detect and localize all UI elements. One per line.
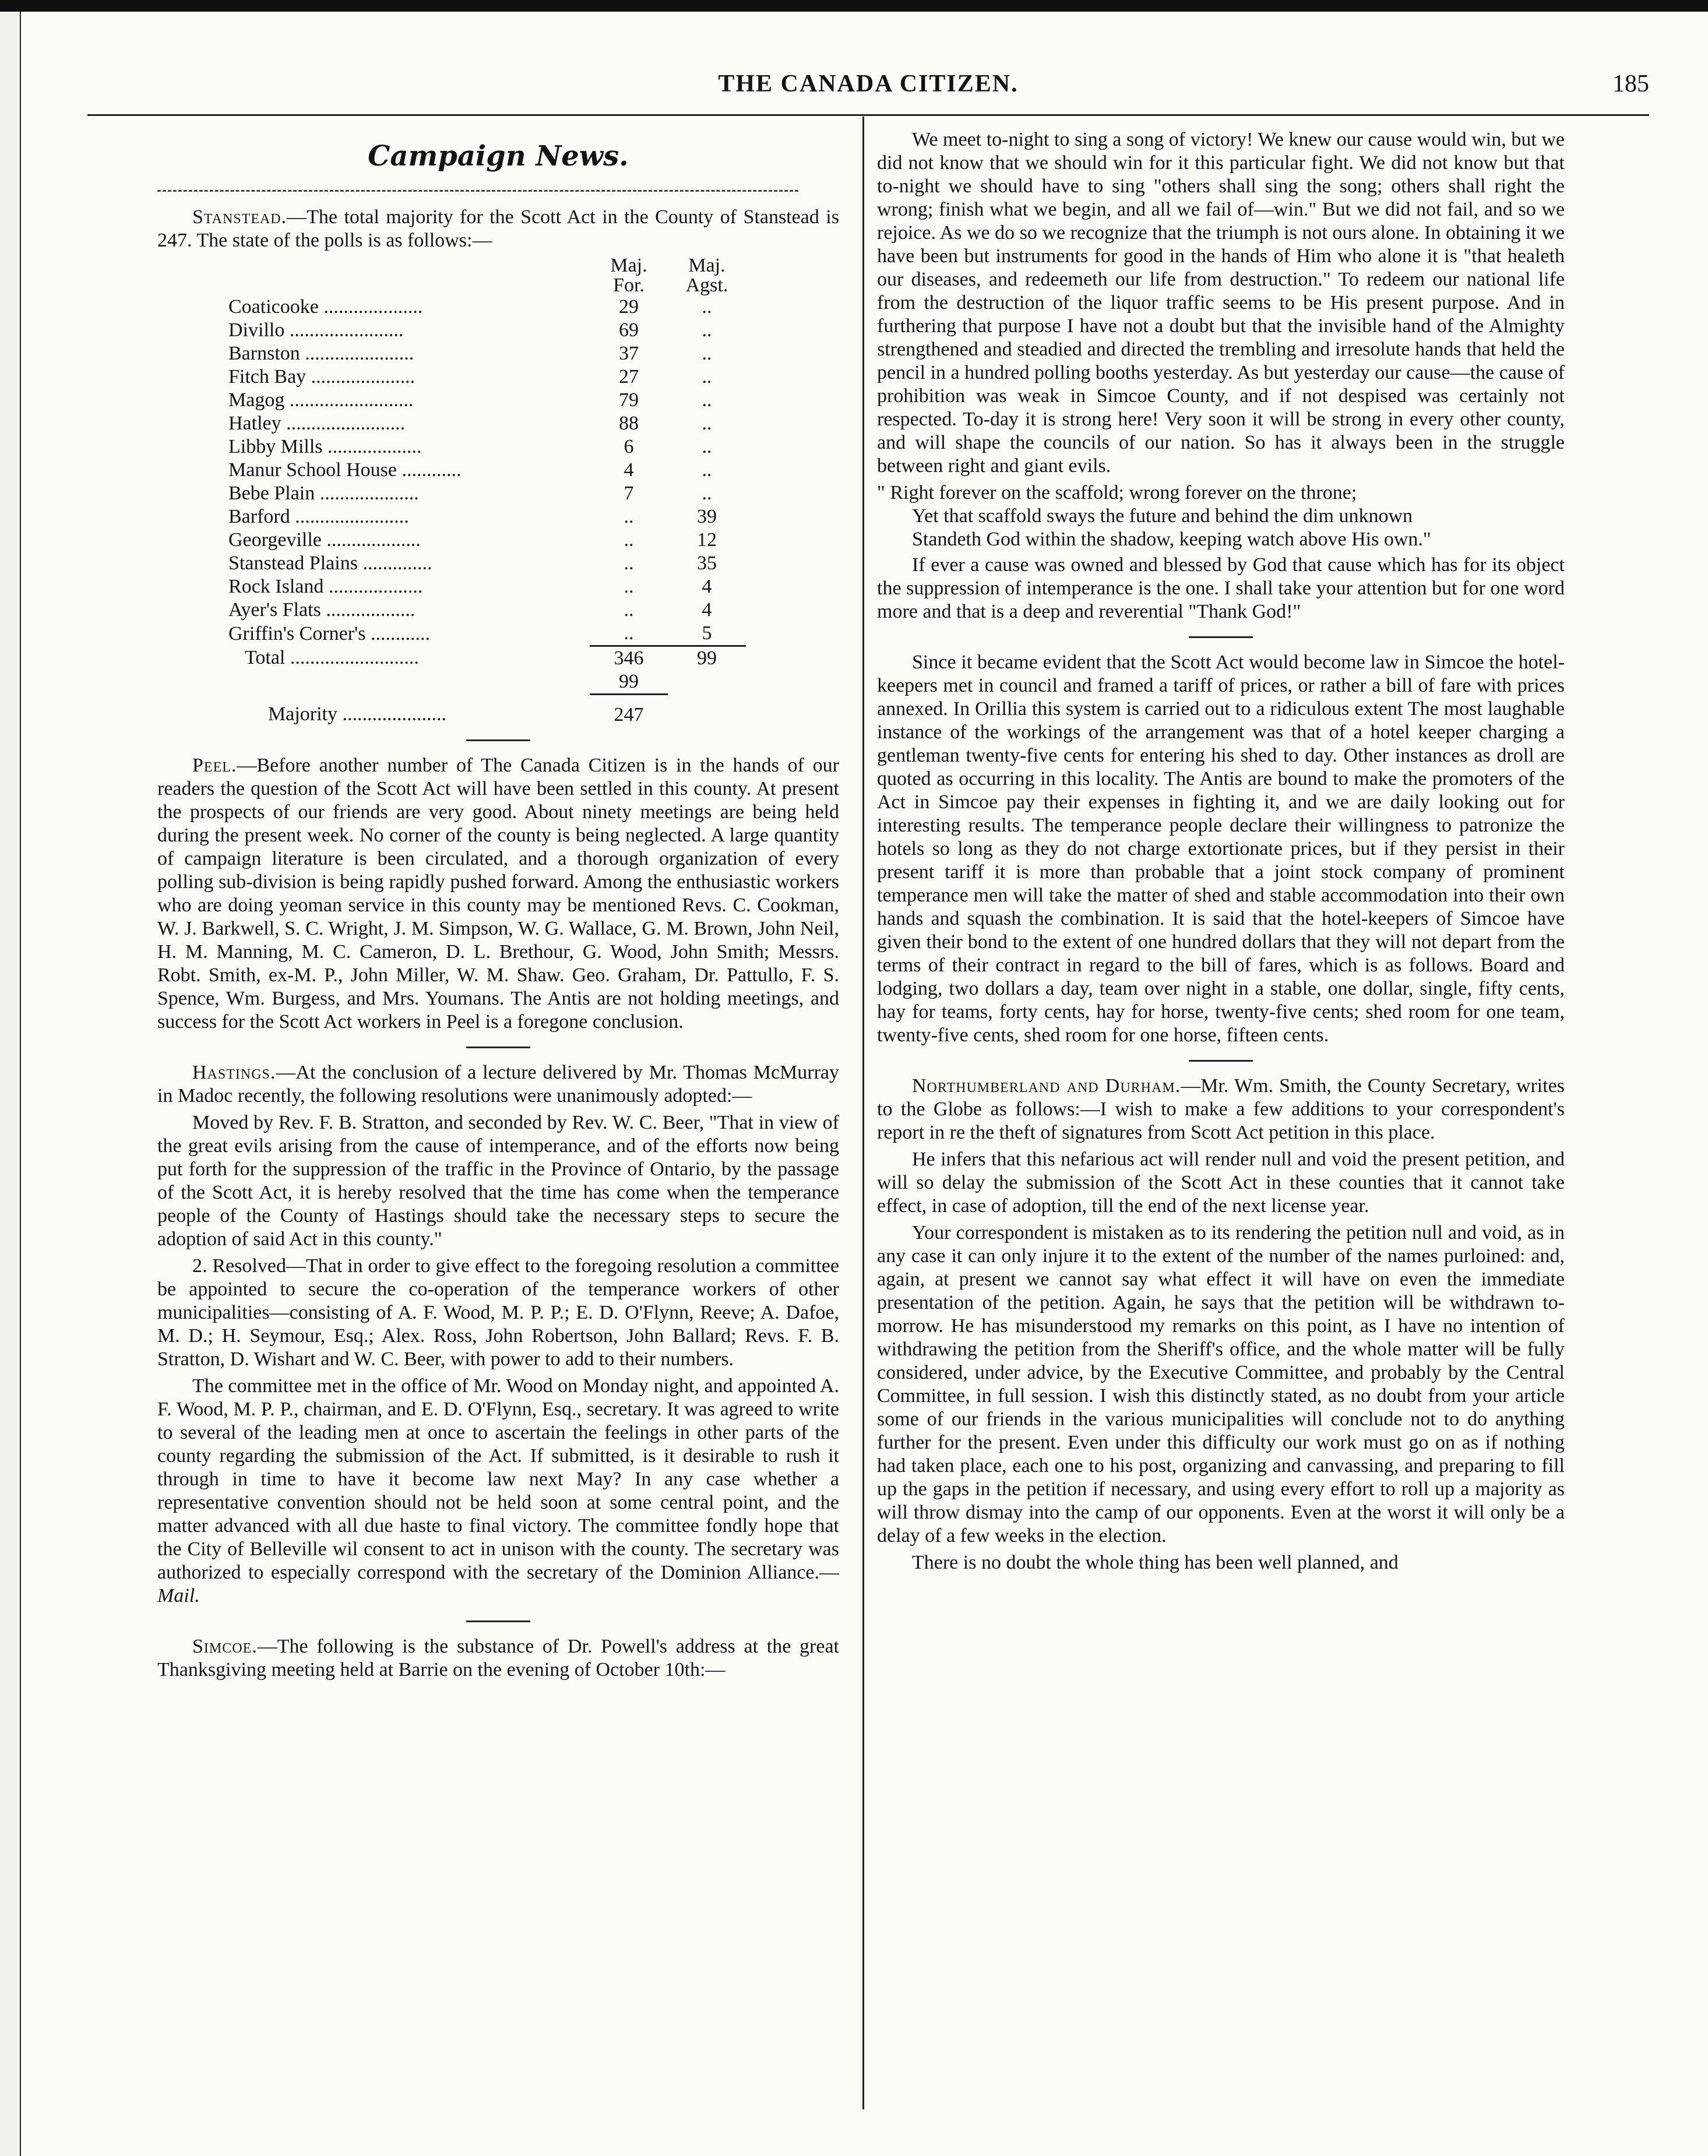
poll-row — [221, 552, 746, 575]
poll-row — [221, 575, 746, 598]
poll-majority-for: 7 — [624, 482, 634, 504]
simcoe-paragraph — [157, 1635, 839, 1682]
poll-row — [221, 319, 746, 342]
poll-majority-against: 12 — [697, 529, 717, 551]
poll-name: Libby Mills ................... — [228, 436, 422, 457]
poll-majority-against: 35 — [697, 552, 717, 574]
header-rule — [87, 114, 1649, 116]
poll-row — [221, 365, 746, 389]
poll-majority-for: 27 — [619, 366, 639, 387]
poll-row — [221, 435, 746, 459]
poll-name: Stanstead Plains .............. — [228, 552, 432, 574]
northumberland-p2: He infers that this nefarious act will render null and void the present petition, and will so delay the submission of the Scott Act in these counties that it cannot take effect, in case of adoption, till the end of the next license year. — [877, 1149, 1565, 1217]
northumberland-paragraph — [877, 1075, 1565, 1144]
poll-row — [221, 295, 746, 319]
poll-row — [221, 598, 746, 622]
poll-majority-against: .. — [702, 413, 712, 434]
poll-majority-for: 6 — [624, 436, 634, 457]
poll-majority-against: .. — [702, 436, 712, 457]
poll-name: Barford ....................... — [228, 506, 409, 527]
northumberland-lead: Northumberland and Durham. — [912, 1075, 1181, 1097]
poll-majority-against: .. — [702, 389, 712, 411]
hastings-lead: Hastings. — [192, 1062, 276, 1083]
left-column — [157, 128, 839, 1685]
polls-total-row — [221, 646, 746, 671]
poll-majority-for: .. — [624, 552, 634, 574]
divider-rule — [466, 1620, 530, 1622]
simcoe-lead: Simcoe. — [192, 1636, 258, 1657]
divider-rule — [1189, 636, 1253, 638]
stanstead-lead: Stanstead. — [192, 206, 287, 228]
poll-majority-for: 88 — [619, 413, 639, 434]
poem-quote — [877, 481, 1565, 551]
poll-majority-against: .. — [702, 482, 712, 504]
stanstead-intro-text: —The total majority for the Scott Act in the County of Stanstead is 247. The state of the polls is as follows:— — [157, 206, 839, 251]
hastings-paragraph — [157, 1061, 839, 1108]
poll-majority-for: .. — [624, 622, 634, 644]
poll-majority-for: 69 — [619, 319, 639, 341]
polls-table — [221, 256, 746, 727]
peel-text: —Before another number of The Canada Citizen is in the hands of our readers the question of the Scott Act will have been settled in this county. At present the prospects of our friends are very good. About ninety meetings are being held during the present week. No corner of the county is being neglected. A large quantity of campaign literature is been circulated, and a thorough organization of every polling sub-division is being rapidly pushed forward. Among the enthusiastic workers who are doing yeoman service in this county may be mentioned Revs. C. Cookman, W. J. Barkwell, S. C. Wright, J. M. Simpson, W. G. Wallace, G. M. Brown, John Neil, H. M. Manning, M. C. Cameron, D. L. Brethour, G. Wood, John Smith; Messrs. Robt. Smith, ex-M. P., John Miller, W. M. Shaw. Geo. Graham, Dr. Pattullo, F. S. Spence, Wm. Burgess, and Mrs. Youmans. The Antis are not holding meetings, and success for the Scott Act workers in Peel is a foregone conclusion. — [157, 755, 839, 1033]
poll-name: Coaticooke .................... — [228, 296, 423, 318]
poll-row — [221, 482, 746, 505]
poll-row — [221, 505, 746, 529]
peel-lead: Peel. — [192, 755, 237, 776]
total-agst: 99 — [668, 646, 746, 671]
poll-majority-for: 4 — [624, 459, 634, 481]
northumberland-text: —Mr. Wm. Smith, the County Secretary, writes to the Globe as follows:—I wish to make a few additions to your correspondent's report in re the theft of signatures from Scott Act petition in this place. — [877, 1075, 1565, 1143]
hotel-tariff-paragraph: Since it became evident that the Scott Act would become law in Simcoe the hotel-keepers met in council and framed a tariff of prices, or rather a bill of fare with prices annexed. In Orillia this system is carried out to a ridiculous extent The most laughable instance of the workings of the arrangement was that of a hotel keeper charging a gentleman twenty-five cents for entering his shed to day. Other instances as droll are quoted as occurring in this locality. The Antis are bound to make the promoters of the Act in Simcoe pay their expenses in fighting it, and we are daily looking out for interesting results. The temperance people declare their willingness to patronize the hotels so long as they do not charge extortionate prices, but if they persist in their present tariff it is more than probable that a joint stock company of prominent temperance men will take the matter of shed and stable accommodation into their own hands and squash the combination. It is said that the hotel-keepers of Simcoe have given their bond to the extent of one hundred dollars that they will not depart from the terms of their contract in regard to the bill of fares, which is as follows. Board and lodging, two dollars a day, team over night in a stable, one dollar, single, fifty cents, hay for teams, forty cents, hay for horse, twenty-five cents; shed room for one team, twenty-five cents, shed room for one horse, fifteen cents. — [877, 651, 1565, 1046]
divider-rule — [466, 1047, 530, 1048]
poll-row — [221, 342, 746, 365]
poll-majority-for: 37 — [619, 343, 639, 364]
publication-title: THE CANADA CITIZEN. — [718, 71, 1019, 97]
polls-header-row — [221, 256, 746, 295]
poll-name: Ayer's Flats .................. — [228, 599, 415, 621]
poll-majority-against: .. — [702, 296, 712, 318]
top-edge-bar — [0, 0, 1708, 12]
simcoe-text: —The following is the substance of Dr. Powell's address at the great Thanksgiving meeting held at Barrie on the evening of October 10th:— — [157, 1636, 839, 1681]
page-number: 185 — [1612, 71, 1649, 97]
poll-majority-against: 39 — [697, 506, 717, 527]
poll-majority-against: 5 — [702, 622, 712, 644]
hastings-resolution: 2. Resolved—That in order to give effect to the foregoing resolution a committee be appointed to secure the co-operation of the temperance workers of other municipalities—consisting of A. F. Wood, M. P. P.; E. D. O'Flynn, Reeve; A. Dafoe, M. D.; H. Seymour, Esq.; Alex. Ross, John Robertson, John Ballard; Revs. F. B. Stratton, D. Wishart and W. C. Beer, with power to add to their numbers. — [157, 1255, 839, 1370]
poll-majority-against: .. — [702, 366, 712, 387]
poll-majority-against: 4 — [702, 576, 712, 597]
poll-majority-against: .. — [702, 459, 712, 481]
northumberland-p4: There is no doubt the whole thing has been well planned, and — [912, 1552, 1399, 1573]
poll-name: Rock Island ................... — [228, 576, 423, 597]
page-binding-edge — [0, 12, 21, 2156]
majority-label: Majority ..................... — [268, 703, 446, 725]
polls-header-agst: Maj. Agst. — [685, 255, 728, 296]
poll-row — [221, 529, 746, 552]
hastings-source: Mail. — [157, 1585, 200, 1607]
address-paragraph: We meet to-night to sing a song of victory! We knew our cause would win, but we did not know that we should win for it this particular fight. We did not know but that to-night we should have to sing "others shall sing the song; others shall right the wrong; finish what we begin, and all we fail of—win." But we did not fail, and so we rejoice. As we do so we recognize that the triumph is not ours alone. In obtaining it we have been but instruments for good in the hands of Him who alone it is "that healeth our diseases, and redeemeth our life from destruction." To redeem our national life from the destruction of the liquor traffic seems to be His present purpose. And in furthering that purpose I have not a doubt but that the invisible hand of the Almighty strengthened and steadied and directed the trembling and irresolute hands that held the pencil in a hundred polling booths yesterday. As but yesterday our cause—the cause of prohibition was weak in Simcoe County, and if not despised was certainly not respected. To-day it is strong here! Very soon it will be strong in every other county, and will shape the councils of our nation. So has it always been in the struggle between right and giant evils. — [877, 129, 1565, 477]
poll-name: Hatley ........................ — [228, 413, 406, 434]
poll-row — [221, 412, 746, 435]
northumberland-p3: Your correspondent is mistaken as to its rendering the petition null and void, as in any case it can only injure it to the extent of the number of the names purloined: and, again, at present we cannot say what effect it will have on even the immediate presentation of the petition. Again, he says that the petition will be withdrawn to-morrow. He has misunderstood my remarks on this point, as I have no intention of withdrawing the petition from the Sheriff's office, and the whole matter will be fully considered, under advice, by the Executive Committee, and probably by the Central Committee, in full session. I wish this distinctly stated, as no doubt from your article some of our friends in the various municipalities will conclude not to do anything further for the present. Even under this difficulty our work must go on as if nothing had taken place, each one to his post, organizing and canvassing, and preparing to fill up the gaps in the petition if necessary, and using every effort to roll up a majority as will throw dismay into the camp of our opponents. Even at the worst it will only be a delay of a few weeks in the election. — [877, 1222, 1565, 1546]
poll-name: Bebe Plain .................... — [228, 482, 419, 504]
hastings-committee-text: The committee met in the office of Mr. Wood on Monday night, and appointed A. F. Wood, M. P. P., chairman, and E. D. O'Flynn, Esq., secretary. It was agreed to write to several of the leading men at once to ascertain the feelings in other parts of the county regarding the submission of the Act. If submitted, is it desirable to rush it through in time to have it become law next May? In any case whether a representative convention should not be held soon at some central point, and the matter advanced with all due haste to final victory. The committee fondly hope that the City of Belleville wil consent to act in unison with the county. The secretary was authorized to especially correspond with the secretary of the Dominion Alliance.— — [157, 1375, 839, 1583]
address-closing: If ever a cause was owned and blessed by God that cause which has for its object the suppression of intemperance is the one. I shall take your attention but for one word more and that is a deep and reverential "Thank God!" — [877, 554, 1565, 622]
majority-value: 247 — [590, 695, 668, 727]
poll-name: Divillo ....................... — [228, 319, 404, 341]
poem-line-3: Standeth God within the shadow, keeping watch above His own." — [912, 529, 1431, 550]
hastings-motion: Moved by Rev. F. B. Stratton, and seconded by Rev. W. C. Beer, "That in view of the great evils arising from the cause of intemperance, and of the efforts now being put forth for the suppression of the traffic in the Province of Ontario, by the passage of the Scott Act, it is hereby resolved that the time has come when the temperance people of the County of Hastings should take the necessary steps to secure the adoption of said Act in this county." — [157, 1112, 839, 1250]
divider-rule — [466, 739, 530, 741]
poll-majority-against: .. — [702, 319, 712, 341]
poll-row — [221, 459, 746, 482]
total-subtract: 99 — [619, 671, 639, 692]
peel-paragraph — [157, 754, 839, 1034]
polls-majority-row — [221, 695, 746, 727]
column-divider — [862, 117, 864, 2109]
poll-majority-against: .. — [702, 343, 712, 364]
title-rule — [157, 190, 798, 193]
poll-name: Griffin's Corner's ............ — [228, 622, 430, 644]
total-for: 346 — [590, 646, 668, 671]
poll-name: Georgeville ................... — [228, 529, 421, 551]
poll-majority-for: .. — [624, 576, 634, 597]
poll-row — [221, 389, 746, 412]
poll-majority-for: 29 — [619, 296, 639, 318]
section-title: Campaign News. — [368, 140, 629, 172]
poll-name: Fitch Bay ..................... — [228, 366, 415, 387]
poll-name: Manur School House ............ — [228, 459, 462, 481]
total-label: Total .......................... — [245, 647, 419, 669]
poll-majority-against: 4 — [702, 599, 712, 621]
poll-majority-for: .. — [624, 529, 634, 551]
poll-majority-for: 79 — [619, 389, 639, 411]
poem-line-1: " Right forever on the scaffold; wrong forever on the throne; — [877, 482, 1357, 503]
poll-majority-for: .. — [624, 599, 634, 621]
polls-header-name — [221, 256, 590, 295]
stanstead-intro — [157, 206, 839, 252]
right-column — [877, 128, 1565, 1578]
polls-subtract-row — [221, 670, 746, 695]
poll-majority-for: .. — [624, 506, 634, 527]
polls-header-for: Maj. For. — [610, 255, 647, 296]
poll-name: Barnston ...................... — [228, 343, 414, 364]
poll-name: Magog ......................... — [228, 389, 414, 411]
poem-line-2: Yet that scaffold sways the future and behind the dim unknown — [912, 505, 1413, 527]
hastings-text: —At the conclusion of a lecture delivered by Mr. Thomas McMurray in Madoc recently, the following resolutions were unanimously adopted:— — [157, 1062, 839, 1107]
divider-rule — [1189, 1060, 1253, 1062]
page-header — [87, 70, 1649, 111]
polls-rows — [221, 295, 746, 646]
hastings-committee — [157, 1375, 839, 1608]
poll-row — [221, 622, 746, 646]
